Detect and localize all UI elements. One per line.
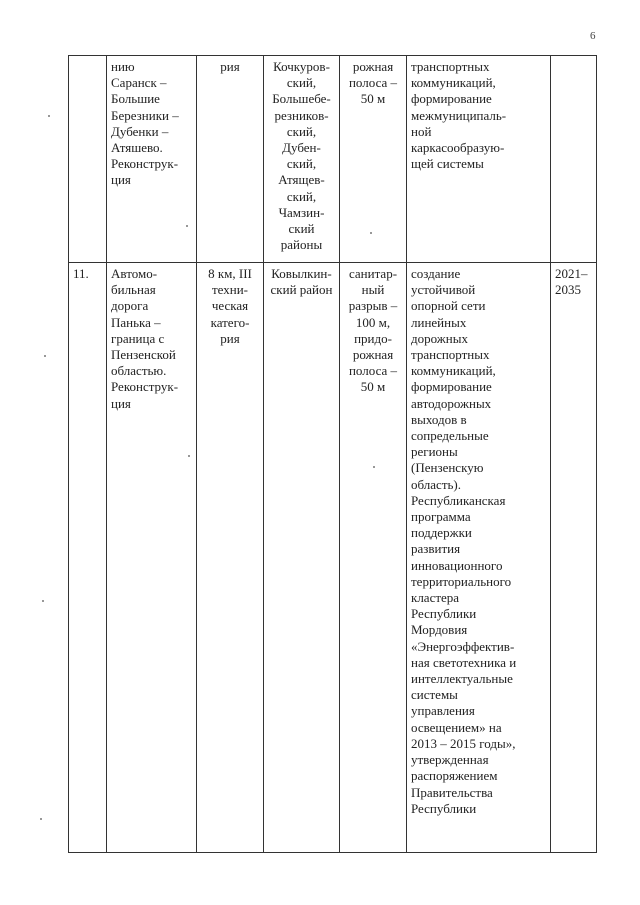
scan-speck (370, 232, 372, 234)
table-row (69, 56, 597, 263)
page-number: 6 (590, 30, 596, 42)
location-cell: Ковылкин- ский район (264, 263, 340, 853)
scan-speck (40, 818, 42, 820)
table-row (69, 263, 597, 853)
row-number-cell (69, 56, 107, 263)
purpose-cell: создание устойчивой опорной сети линейных дорожных транспортных коммуникаций, формирование автодорожных выходов в сопредельные регионы (Пензенскую область). Республиканская программа поддержки развития инновационного территориального кластера Республики Мордовия «Энергоэффектив- ная светотехника и интеллектуальные системы управления освещением» на 2013 – 2015 годы», утвержденная распоряжением Правительства Республики (407, 263, 551, 853)
period-cell: 2021– 2035 (551, 263, 597, 853)
period-cell (551, 56, 597, 263)
zone-cell: санитар- ный разрыв – 100 м, придо- рожная полоса – 50 м (340, 263, 407, 853)
scan-speck (188, 455, 190, 457)
scan-speck (48, 115, 50, 117)
zone-cell: рожная полоса – 50 м (340, 56, 407, 263)
parameters-cell: 8 км, III техни- ческая катего- рия (197, 263, 264, 853)
scan-speck (186, 225, 188, 227)
purpose-cell: транспортных коммуникаций, формирование межмуниципаль- ной каркасообразую- щей системы (407, 56, 551, 263)
scan-speck (44, 355, 46, 357)
projects-table (68, 55, 597, 853)
scan-speck (373, 466, 375, 468)
location-cell: Кочкуров- ский, Большебе- резников- ский, Дубен- ский, Атящев- ский, Чамзин- ский районы (264, 56, 340, 263)
row-number-cell: 11. (69, 263, 107, 853)
scan-speck (42, 600, 44, 602)
parameters-cell: рия (197, 56, 264, 263)
object-name-cell: нию Саранск – Большие Березники – Дубенки – Атяшево. Реконструк- ция (107, 56, 197, 263)
object-name-cell: Автомо- бильная дорога Панька – граница с Пензенской областью. Реконструк- ция (107, 263, 197, 853)
